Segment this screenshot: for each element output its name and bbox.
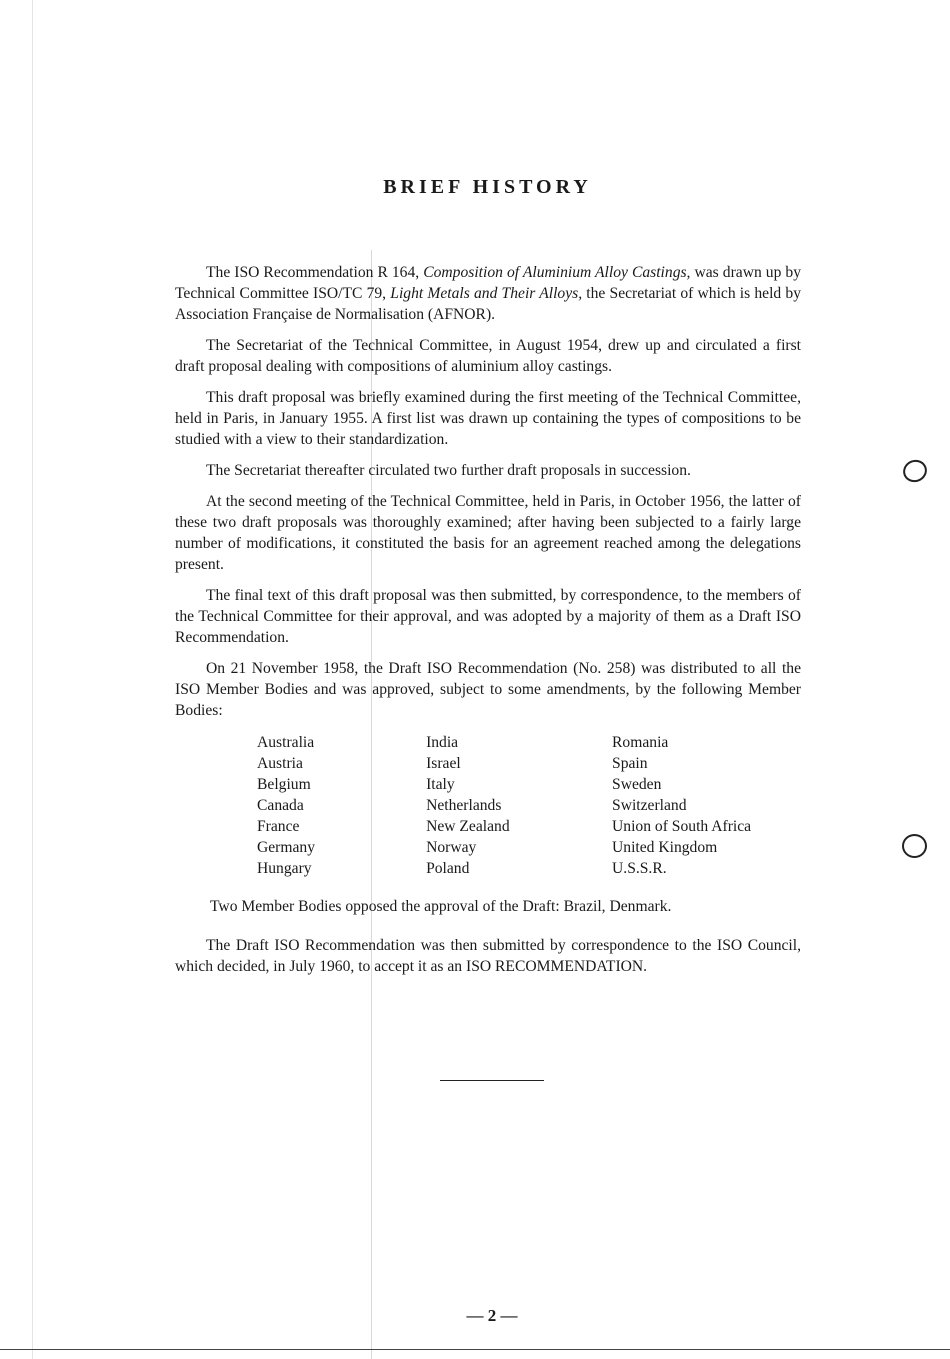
member-body: Poland xyxy=(426,860,470,877)
member-body: Romania xyxy=(612,734,669,751)
page-bottom-edge xyxy=(0,1349,950,1350)
paragraph-4: The Secretariat thereafter circulated two further draft proposals in succession. xyxy=(206,462,691,479)
member-body: Italy xyxy=(426,776,455,793)
member-body: Norway xyxy=(426,839,477,856)
scan-edge-line xyxy=(32,0,33,1359)
page-number: — 2 — xyxy=(466,1306,518,1325)
member-body: France xyxy=(257,818,300,835)
member-bodies-list xyxy=(257,732,801,879)
paragraph-1-committee-title: Light Metals and Their Alloys, xyxy=(390,285,583,302)
paragraph-1-part-e: the Secretariat of which is held by Association Française de Normalisation (AFNOR). xyxy=(175,285,801,323)
member-body: India xyxy=(426,734,459,751)
punch-hole-icon xyxy=(900,457,930,486)
paragraph-1-part-c: was drawn up by Technical Committee ISO/TC 79, xyxy=(175,264,801,302)
member-body: U.S.S.R. xyxy=(612,860,667,877)
member-body: Netherlands xyxy=(426,797,502,814)
member-bodies-column-3 xyxy=(612,732,801,879)
page-title: BRIEF HISTORY xyxy=(383,176,592,198)
member-body: Canada xyxy=(257,797,304,814)
member-body: Spain xyxy=(612,755,648,772)
paragraph-6: The final text of this draft proposal was then submitted, by correspondence, to the members of the Technical Committee for their approval, and was adopted by a majority of them as a Draft ISO Recommendation. xyxy=(175,587,801,646)
paragraph-1 xyxy=(175,262,801,325)
member-body: Australia xyxy=(257,734,315,751)
paragraph-1-title: Composition of Aluminium Alloy Castings, xyxy=(423,264,691,281)
history-body xyxy=(175,262,801,987)
paragraph-5: At the second meeting of the Technical Committee, held in Paris, in October 1956, the latter of these two draft proposals was thoroughly examined; after having been subjected to a fairly large number of modifications, it constituted the basis for an agreement reached among the delegations present. xyxy=(175,493,801,573)
member-body: Switzerland xyxy=(612,797,687,814)
paragraph-8: Two Member Bodies opposed the approval of the Draft: Brazil, Denmark. xyxy=(210,898,672,915)
member-body: New Zealand xyxy=(426,818,510,835)
paragraph-7: On 21 November 1958, the Draft ISO Recommendation (No. 258) was distributed to all the ISO Member Bodies and was approved, subject to some amendments, by the following Member Bodies: xyxy=(175,660,801,719)
punch-hole-icon xyxy=(902,834,927,858)
section-end-rule xyxy=(440,1080,544,1081)
member-body: United Kingdom xyxy=(612,839,718,856)
member-body: Belgium xyxy=(257,776,311,793)
paragraph-9: The Draft ISO Recommendation was then submitted by correspondence to the ISO Council, which decided, in July 1960, to accept it as an ISO RECOMMENDATION. xyxy=(175,937,801,975)
member-body: Hungary xyxy=(257,860,312,877)
paragraph-3: This draft proposal was briefly examined during the first meeting of the Technical Committee, held in Paris, in January 1955. A first list was drawn up containing the types of compositions to be studied with a view to their standardization. xyxy=(175,389,801,448)
member-body: Israel xyxy=(426,755,461,772)
member-body: Austria xyxy=(257,755,303,772)
paragraph-1-part-a: The ISO Recommendation R 164, xyxy=(206,264,424,281)
paragraph-2: The Secretariat of the Technical Committee, in August 1954, drew up and circulated a first draft proposal dealing with compositions of aluminium alloy castings. xyxy=(175,337,801,375)
member-body: Union of South Africa xyxy=(612,818,752,835)
member-bodies-column-1 xyxy=(257,732,426,879)
member-body: Germany xyxy=(257,839,316,856)
member-body: Sweden xyxy=(612,776,662,793)
member-bodies-column-2 xyxy=(426,732,612,879)
